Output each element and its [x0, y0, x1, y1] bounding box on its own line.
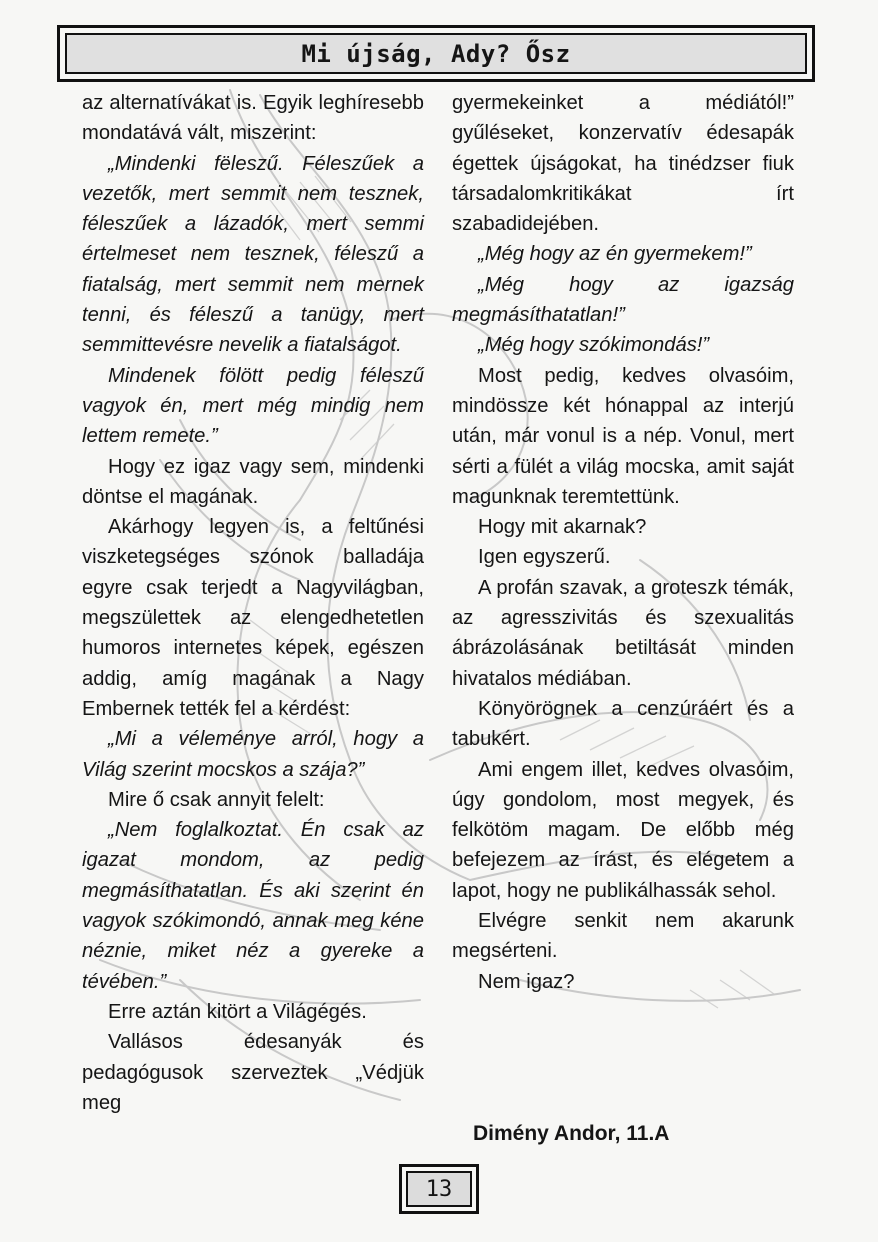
paragraph: Elvégre senkit nem akarunk megsérteni.	[452, 910, 794, 963]
quote-paragraph: „Nem foglalkoztat. Én csak az igazat mondom, az pedig megmásíthatatlan. És aki szerint én vagyok szókimondó, annak meg kéne néznie, miket néz a gyereke a tévében.”	[82, 819, 424, 993]
paragraph: Ami engem illet, kedves olvasóim, úgy gondolom, most megyek, és felkötöm magam. De előbb még befejezem az írást, és elégetem a lapot, hogy ne publikálhassák sehol.	[452, 758, 794, 902]
right-text-column	[452, 88, 794, 997]
paragraph: A profán szavak, a groteszk témák, az agresszivitás és szexualitás ábrázolásának betiltását minden hivatalos médiában.	[452, 576, 794, 690]
paragraph: Erre aztán kitört a Világégés.	[108, 1000, 367, 1023]
quote-paragraph: „Mi a véleménye arról, hogy a Világ szerint mocskos a szája?”	[82, 728, 424, 781]
paragraph: Akárhogy legyen is, a feltűnési viszketegséges szónok balladája egyre csak terjedt a Nagyvilágban, megszülettek az elengedhetetlen humoros internetes képek, egészen addig, amíg magának a Nagy Embernek tették fel a kérdést:	[82, 516, 424, 720]
quote-paragraph: „Még hogy az igazság megmásíthatatlan!”	[452, 273, 794, 327]
paragraph: Igen egyszerű.	[478, 546, 611, 569]
paragraph: Mire ő csak annyit felelt:	[108, 788, 325, 811]
quote-paragraph: „Még hogy az én gyermekem!”	[478, 243, 752, 266]
paragraph: Hogy mit akarnak?	[478, 516, 647, 539]
paragraph: Nem igaz?	[478, 970, 575, 993]
paragraph: Vallásos édesanyák és pedagógusok szerveztek „Védjük meg	[82, 1031, 424, 1114]
paragraph: Hogy ez igaz vagy sem, mindenki döntse el magának.	[82, 455, 424, 508]
paragraph: az alternatívákat is. Egyik leghíresebb mondatává vált, miszerint:	[82, 92, 424, 145]
header-banner	[57, 25, 815, 82]
paragraph: Könyörögnek a cenzúráért és a tabukért.	[452, 697, 794, 751]
paragraph: gyermekeinket a médiától!” gyűléseket, konzervatív édesapák égettek újságokat, ha tinédzser fiuk társadalomkritikákat írt szabadidejében.	[452, 92, 794, 236]
page-number-box	[399, 1164, 479, 1214]
author-signature: Dimény Andor, 11.A	[473, 1122, 670, 1145]
paragraph: Most pedig, kedves olvasóim, mindössze két hónappal az interjú után, már vonul is a nép. Vonul, mert sérti a fülét a világ mocska, amit saját magunknak teremtettünk.	[452, 364, 794, 508]
left-text-column	[82, 88, 424, 1118]
page-title: Mi újság, Ady? Ősz	[301, 39, 571, 68]
header-banner-inner	[65, 33, 807, 74]
quote-paragraph: „Még hogy szókimondás!”	[478, 334, 710, 357]
quote-paragraph: Mindenek fölött pedig féleszű vagyok én, mert még mindig nem lettem remete.”	[82, 364, 424, 448]
page-number: 13	[406, 1171, 472, 1207]
quote-paragraph: „Mindenki fëleszű. Féleszűek a vezetők, mert semmit nem tesznek, féleszűek a lázadók, mert semmi értelmeset nem tesznek, féleszű a fiatalság, mert semmit nem mernek tenni, és féleszű a tanügy, mert semmittevésre nevelik a fiatalságot.	[82, 152, 424, 357]
